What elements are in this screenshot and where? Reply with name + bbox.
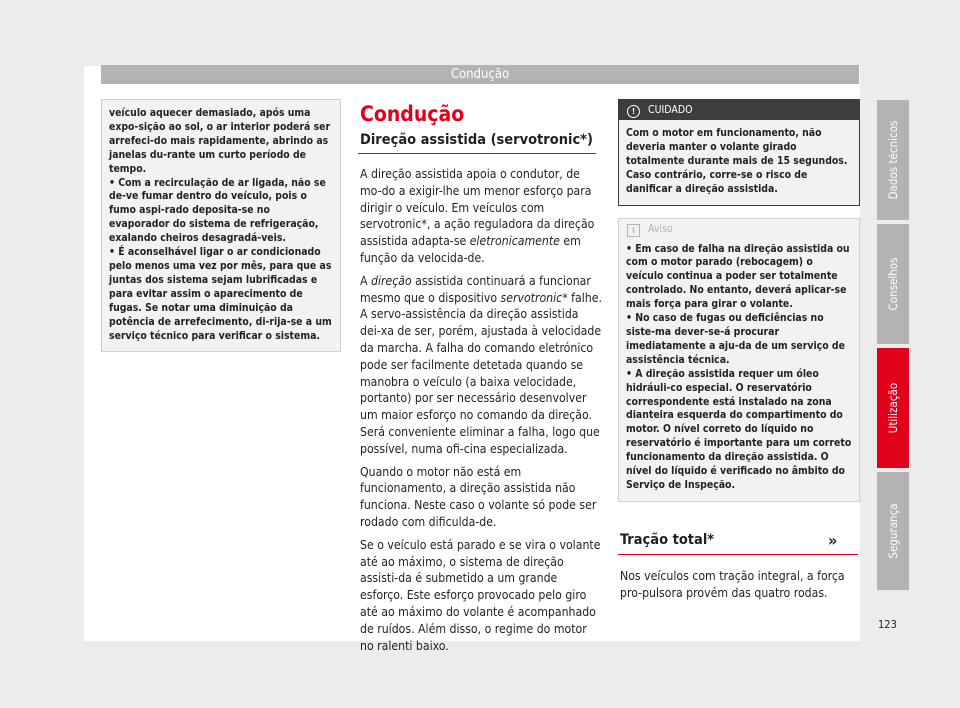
paragraph-2-part-c: falhe. A servo-assistência da direção assistida dei-xa de ser, porém, ajustada à velocidade da marcha. A falha do comando eletrónico pode ser facilmente detetada quando se manobra o veículo (a baixa velocidade, portanto) por ser necessário desenvolver um maior esforço no comando da direção. Será conveniente eliminar a falha, logo que possível, numa ofi-cina especializada. (360, 290, 602, 456)
note-bullet-1-text: Com a recirculação de ar ligada, não se de-ve fumar dentro do veículo, pois o fumo aspi-rado deposita-se no evaporador do sistema de refrigeração, exalando cheiros desagradá-veis. (109, 176, 326, 245)
subtitle-divider (358, 153, 596, 154)
sidebar-tab-dados-tecnicos[interactable] (877, 100, 909, 220)
bullet-icon: • (626, 312, 632, 325)
right-column (618, 99, 860, 601)
note-bullet-1 (109, 177, 333, 247)
sidebar-tab-label: Segurança (886, 503, 900, 559)
caution-label: CUIDADO (648, 104, 693, 116)
middle-column (358, 99, 602, 660)
note-intro: veículo aquecer demasiado, após uma expo-sição ao sol, o ar interior poderá ser arrefeci-do mais rapidamente, abrindo as janelas du-rante um curto período de tempo. (109, 107, 331, 175)
caution-header (619, 100, 859, 120)
paragraph-2 (360, 273, 602, 458)
note-box-content (102, 100, 340, 351)
sidebar-tab-utilizacao[interactable] (877, 348, 909, 468)
info-square-icon: i (627, 224, 640, 237)
notice-bullet-2-text: No caso de fugas ou deficiências no siste-ma dever-se-á procurar imediatamente a aju-da de um serviço de assistência técnica. (626, 312, 845, 366)
notice-label: Aviso (648, 222, 673, 235)
paragraph-1 (360, 166, 602, 267)
sidebar-tab-label: Conselhos (886, 257, 900, 311)
note-bullet-2 (109, 246, 333, 343)
notice-box (618, 218, 860, 502)
notice-header (619, 219, 859, 239)
notice-bullet-1-text: Em caso de falha na direção assistida ou com o motor parado (rebocagem) o veículo continua a poder ser totalmente controlado. No entanto, deverá aplicar-se mais força para girar o volante. (626, 242, 850, 311)
paragraph-2-emphasis-1: direção (370, 273, 412, 288)
paragraph-3: Quando o motor não está em funcionamento, a direção assistida não funciona. Neste caso o volante só pode ser rodado com dificulda-de. (360, 464, 597, 529)
section-subtitle: Direção assistida (servotronic*) (360, 132, 593, 148)
notice-bullet-1 (626, 243, 852, 313)
caution-text: Com o motor em funcionamento, não deveria manter o volante girado totalmente durante mais de 15 segundos. Caso contrário, corre-se o risco de danificar a direção assistida. (619, 120, 859, 205)
paragraph-2-part-b: assistida continuará a funcionar mesmo que o dispositivo (360, 273, 591, 305)
paragraph-2-part-a: A (360, 273, 371, 288)
sidebar-tab-label: Dados técnicos (886, 120, 900, 200)
sidebar-tab-seguranca[interactable] (877, 472, 909, 590)
bullet-icon: • (109, 176, 115, 189)
traction-section (618, 532, 860, 602)
note-bullet-2-text: É aconselhável ligar o ar condicionado pelo menos uma vez por mês, para que as juntas dos sistema sejam lubrificadas e para evitar assim o aparecimento de fugas. Se notar uma diminuição da potência de arrefecimento, di-rija-se a um serviço técnico para verificar o sistema. (109, 246, 332, 342)
page-number: 123 (878, 618, 897, 631)
caution-box (618, 99, 860, 206)
bullet-icon: • (109, 246, 115, 259)
bullet-icon: • (626, 242, 632, 255)
bullet-icon: • (626, 367, 632, 380)
notice-bullet-3-text: A direção assistida requer um óleo hidráuli-co especial. O reservatório correspondente está instalado na zona dianteira esquerda do compartimento do motor. O nível correto do líquido no reservatório é importante para um correto funcionamento da direção assistida. O nível do líquido é verificado no âmbito do Serviço de Inspeção. (626, 367, 852, 491)
notice-content (619, 239, 859, 501)
exclamation-circle-icon: ! (627, 105, 640, 118)
left-column (101, 99, 341, 352)
paragraph-4: Se o veículo está parado e se vira o volante até ao máximo, o sistema de direção assisti-da é submetido a um grande esforço. Este esforço provocado pelo giro até ao máximo do volante é acompanhado de ruídos. Além disso, o regime do motor no ralenti baixo. (360, 537, 601, 653)
traction-text: Nos veículos com tração integral, a força pro-pulsora provém das quatro rodas. (620, 568, 845, 600)
notice-bullet-3 (626, 368, 852, 493)
section-title: Condução (360, 102, 465, 126)
sidebar-tab-label: Utilização (886, 382, 900, 434)
paragraph-2-emphasis-2: servotronic* (500, 290, 568, 305)
sidebar-tab-conselhos[interactable] (877, 224, 909, 344)
paragraph-1-part-b: em função da velocida-de. (360, 234, 581, 265)
section-body (360, 166, 602, 654)
note-box (101, 99, 341, 352)
traction-divider (618, 554, 858, 555)
paragraph-1-emphasis: eletronicamente (469, 234, 560, 249)
page-header: Condução (101, 65, 859, 84)
paragraph-1-part-a: A direção assistida apoia o condutor, de mo-do a exigir-lhe um menor esforço para dirigir o veículo. Em veículos com servotronic*, a ação reguladora da direção assistida adapta-se (360, 167, 595, 249)
traction-title: Tração total* (620, 531, 715, 548)
double-chevron-right-icon: » (828, 531, 838, 550)
notice-bullet-2 (626, 312, 852, 368)
